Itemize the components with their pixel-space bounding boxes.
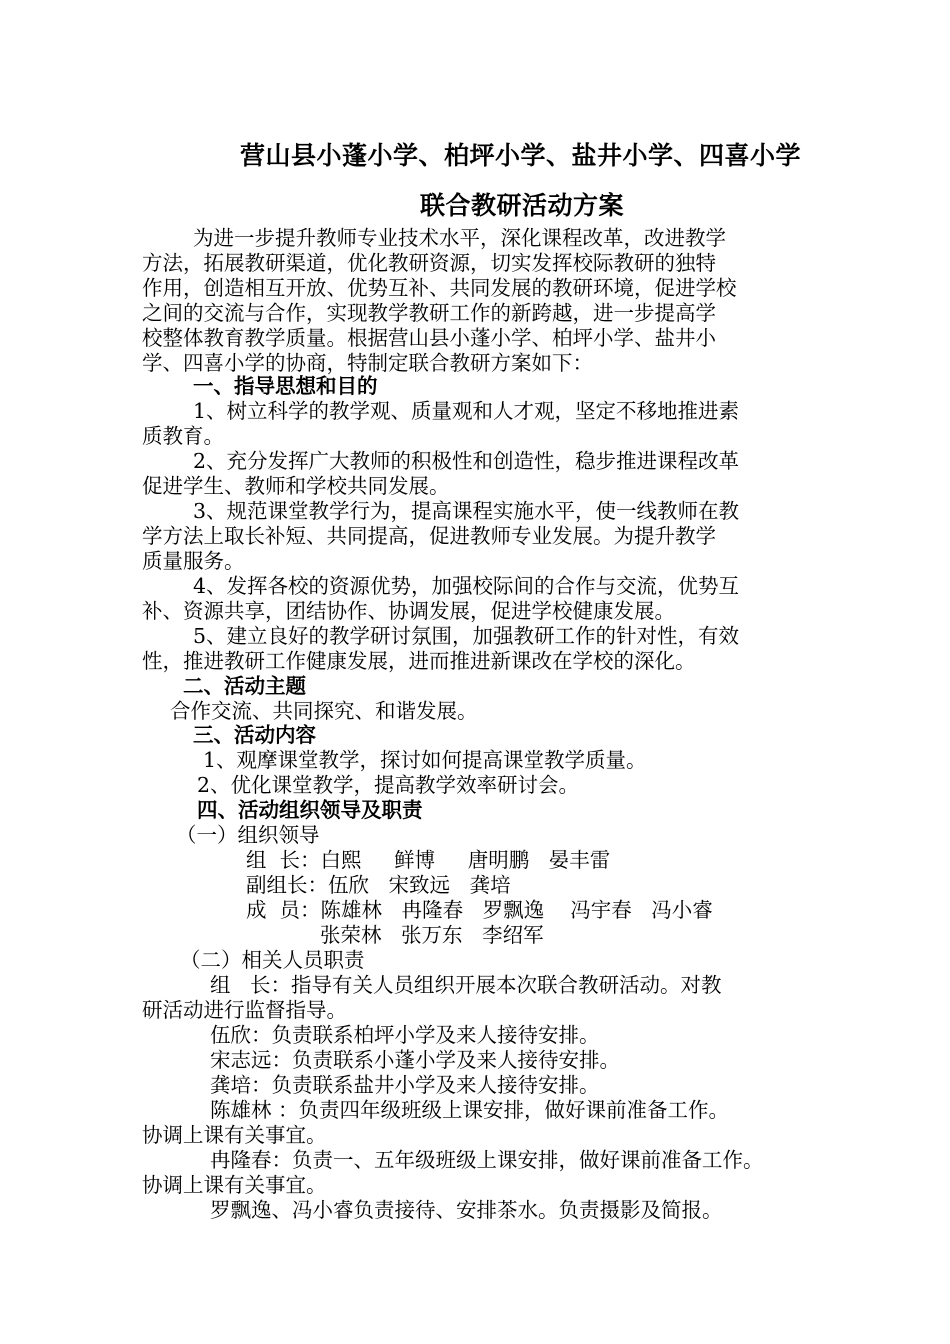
- intro-line: 作用，创造相互开放、优势互补、共同发展的教研环境，促进学校: [142, 276, 737, 300]
- duty-line: 冉隆春：负责一、五年级班级上课安排，做好课前准备工作。: [210, 1148, 764, 1172]
- section-heading: 四、活动组织领导及职责: [197, 798, 423, 822]
- body-line: 2、优化课堂教学，提高教学效率研讨会。: [197, 773, 580, 797]
- body-line: 4、发挥各校的资源优势，加强校际间的合作与交流，优势互: [193, 574, 740, 598]
- body-line: 补、资源共享，团结协作、协调发展，促进学校健康发展。: [142, 599, 675, 623]
- duty-line: 罗飘逸、冯小睿负责接待、安排茶水。负责摄影及简报。: [210, 1198, 723, 1222]
- leader-row: 成 员：陈雄林 冉隆春 罗飘逸 冯宇春 冯小睿: [246, 898, 713, 922]
- subsection-heading: （一）组织领导: [176, 823, 320, 847]
- title-line-1: 营山县小蓬小学、柏坪小学、盐井小学、四喜小学: [240, 141, 802, 170]
- intro-line: 方法，拓展教研渠道，优化教研资源，切实发挥校际教研的独特: [142, 251, 716, 275]
- leader-row: 副组长：伍欣 宋致远 龚培: [246, 873, 511, 897]
- duty-line: 协调上课有关事宜。: [142, 1123, 327, 1147]
- body-line: 5、建立良好的教学研讨氛围，加强教研工作的针对性，有效: [193, 624, 740, 648]
- duty-line: 研活动进行监督指导。: [142, 998, 347, 1022]
- body-line: 促进学生、教师和学校共同发展。: [142, 474, 450, 498]
- body-line: 2、充分发挥广大教师的积极性和创造性，稳步推进课程改革: [193, 449, 740, 473]
- body-line: 1、树立科学的教学观、质量观和人才观，坚定不移地推进素: [193, 399, 740, 423]
- title-line-2: 联合教研活动方案: [420, 191, 625, 220]
- intro-line: 为进一步提升教师专业技术水平，深化课程改革，改进教学: [193, 226, 726, 250]
- section-heading: 二、活动主题: [183, 674, 306, 698]
- body-line: 合作交流、共同探究、和谐发展。: [170, 699, 478, 723]
- duty-line: 伍欣：负责联系柏坪小学及来人接待安排。: [210, 1023, 600, 1047]
- body-line: 性，推进教研工作健康发展，进而推进新课改在学校的深化。: [142, 649, 696, 673]
- intro-line: 之间的交流与合作，实现教学教研工作的新跨越，进一步提高学: [142, 301, 716, 325]
- body-line: 1、观摩课堂教学，探讨如何提高课堂教学质量。: [203, 748, 647, 772]
- leader-row: 张荣林 张万东 李绍军: [320, 923, 544, 947]
- intro-line: 校整体教育教学质量。根据营山县小蓬小学、柏坪小学、盐井小: [142, 326, 716, 350]
- section-heading: 三、活动内容: [193, 723, 316, 747]
- body-line: 学方法上取长补短、共同提高，促进教师专业发展。为提升教学: [142, 524, 716, 548]
- intro-line: 学、四喜小学的协商，特制定联合教研方案如下：: [142, 351, 593, 375]
- leader-row: 组 长：白熙 鲜博 唐明鹏 晏丰雷: [246, 848, 611, 872]
- section-heading: 一、指导思想和目的: [193, 374, 378, 398]
- duty-line: 陈雄林 ：负责四年级班级上课安排，做好课前准备工作。: [210, 1098, 730, 1122]
- duty-line: 协调上课有关事宜。: [142, 1173, 327, 1197]
- duty-line: 宋志远：负责联系小蓬小学及来人接待安排。: [210, 1048, 620, 1072]
- subsection-heading: （二）相关人员职责: [180, 948, 365, 972]
- body-line: 质量服务。: [142, 549, 245, 573]
- duty-line: 组 长：指导有关人员组织开展本次联合教研活动。对教: [210, 973, 722, 997]
- body-line: 3、规范课堂教学行为，提高课程实施水平，使一线教师在教: [193, 499, 740, 523]
- body-line: 质教育。: [142, 424, 224, 448]
- duty-line: 龚培：负责联系盐井小学及来人接待安排。: [210, 1073, 600, 1097]
